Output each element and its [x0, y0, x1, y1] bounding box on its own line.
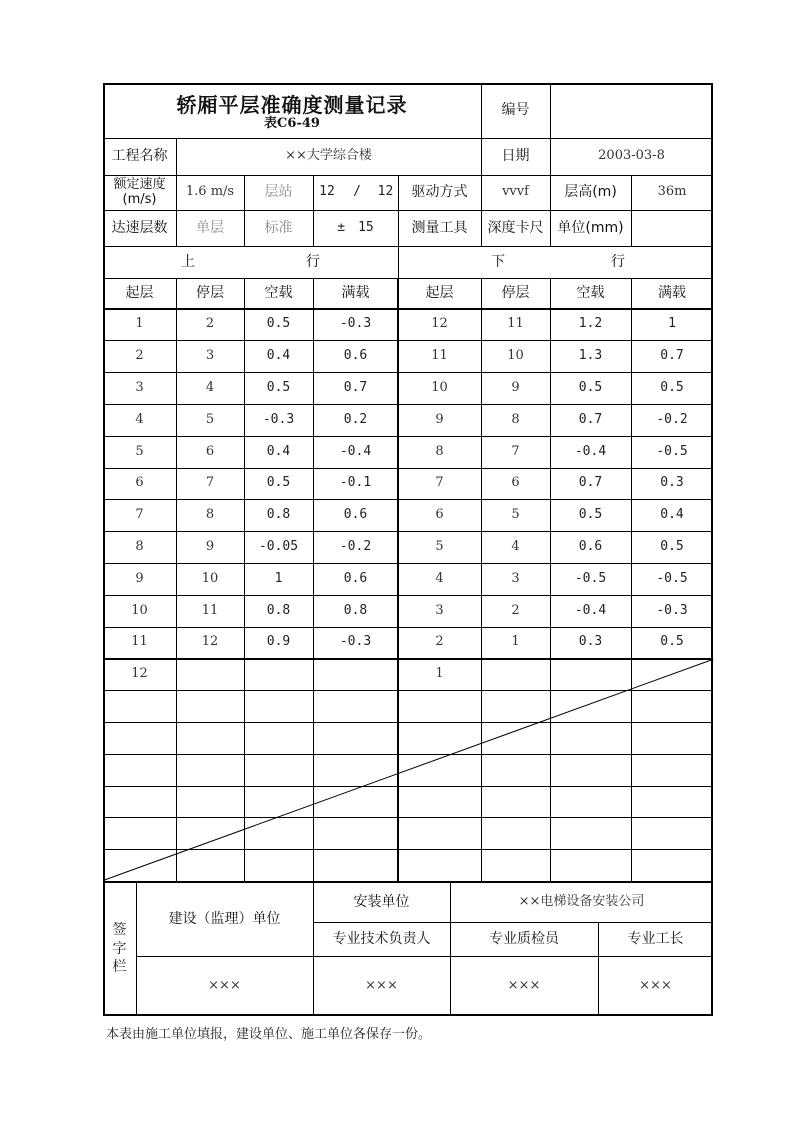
- table-cell: 12: [431, 316, 448, 332]
- tool-label: 测量工具: [411, 219, 468, 236]
- date-label: 日期: [501, 148, 530, 165]
- table-cell: [631, 691, 713, 723]
- table-cell: [631, 786, 713, 818]
- grid-rule: [103, 754, 713, 755]
- table-cell: 8: [435, 443, 444, 459]
- grid-rule: [103, 722, 713, 723]
- table-cell: [550, 850, 631, 882]
- table-cell: [631, 722, 713, 754]
- grid-rule: [313, 175, 314, 246]
- table-cell: [244, 818, 313, 850]
- table-cell: [176, 754, 244, 786]
- table-cell: [244, 786, 313, 818]
- table-cell: 0.8: [343, 602, 368, 618]
- grid-rule: [397, 278, 399, 882]
- table-cell: 12: [131, 666, 148, 682]
- table-cell: 0.5: [266, 475, 291, 491]
- table-cell: 1: [511, 634, 520, 650]
- installer-label: 安装单位: [353, 893, 410, 910]
- table-cell: 0.5: [660, 634, 684, 650]
- column-header: 满载: [658, 285, 686, 302]
- table-cell: 4: [511, 539, 520, 555]
- table-cell: 8: [135, 539, 144, 555]
- column-header: 起层: [425, 285, 454, 302]
- table-cell: [550, 659, 631, 691]
- sign-foreman: ×××: [639, 977, 672, 993]
- table-cell: 7: [135, 507, 144, 523]
- column-header: 满载: [341, 285, 370, 302]
- stations-a: 12: [319, 184, 335, 200]
- form-title: 轿厢平层准确度测量记录: [176, 93, 408, 117]
- table-cell: [398, 850, 481, 882]
- table-cell: -0.4: [574, 602, 607, 618]
- grid-rule: [550, 83, 551, 175]
- table-cell: -0.4: [339, 443, 372, 459]
- grid-rule: [631, 278, 632, 882]
- table-cell: 0.7: [578, 411, 603, 427]
- table-cell: [550, 818, 631, 850]
- table-cell: 10: [431, 380, 448, 396]
- grid-rule: [103, 175, 713, 176]
- table-cell: [176, 722, 244, 754]
- standard-value: ± 15: [337, 219, 374, 235]
- table-cell: 11: [507, 316, 524, 332]
- table-cell: [398, 786, 481, 818]
- table-cell: [398, 722, 481, 754]
- table-cell: [244, 722, 313, 754]
- grid-rule: [103, 372, 713, 373]
- table-cell: [244, 691, 313, 723]
- table-cell: 10: [201, 570, 219, 586]
- floor-height-value: 36m: [657, 184, 687, 200]
- grid-rule: [481, 175, 482, 246]
- grid-rule: [398, 175, 399, 246]
- tech-label: 专业技术负责人: [332, 930, 431, 947]
- grid-rule: [103, 531, 713, 532]
- grid-rule: [103, 308, 713, 310]
- table-cell: 1: [135, 316, 144, 332]
- table-cell: -0.5: [656, 570, 688, 586]
- table-cell: 0.6: [343, 570, 368, 586]
- table-cell: 5: [435, 539, 444, 555]
- column-header: 起层: [125, 285, 154, 302]
- table-cell: [631, 754, 713, 786]
- table-cell: [550, 722, 631, 754]
- date-value: 2003-03-8: [598, 148, 665, 164]
- measurement-form: [103, 83, 713, 1016]
- table-cell: [313, 691, 398, 723]
- table-cell: 6: [435, 507, 444, 523]
- sign-tech: ×××: [365, 977, 398, 993]
- grid-rule: [103, 340, 713, 341]
- table-cell: 0.6: [578, 539, 603, 555]
- form-code: 表C6-49: [264, 116, 320, 131]
- grid-rule: [103, 404, 713, 405]
- unit-label: 单位(mm): [557, 219, 624, 236]
- installer-value: ××电梯设备安装公司: [518, 893, 645, 909]
- table-cell: 0.5: [578, 380, 603, 396]
- table-cell: 3: [435, 602, 444, 618]
- table-cell: 11: [201, 602, 219, 618]
- grid-rule: [631, 175, 632, 246]
- column-header: 空载: [576, 285, 605, 302]
- table-cell: 0.6: [343, 507, 368, 523]
- grid-rule: [711, 83, 713, 1016]
- table-cell: 0.8: [266, 602, 291, 618]
- grid-rule: [313, 278, 314, 882]
- table-cell: [398, 818, 481, 850]
- column-header: 停层: [501, 285, 530, 302]
- table-cell: -0.1: [339, 475, 372, 491]
- table-cell: 3: [511, 570, 520, 586]
- table-cell: 1: [668, 316, 676, 332]
- grid-rule: [176, 138, 177, 246]
- table-cell: [103, 722, 176, 754]
- table-cell: 11: [131, 634, 148, 650]
- table-cell: [176, 818, 244, 850]
- foreman-label: 专业工长: [627, 930, 684, 947]
- table-cell: 0.5: [660, 539, 684, 555]
- table-cell: 0.5: [266, 316, 291, 332]
- table-cell: 10: [131, 602, 148, 618]
- stations-label: 层站: [264, 184, 293, 201]
- table-cell: 9: [205, 539, 215, 555]
- table-cell: [481, 786, 550, 818]
- number-label: 编号: [501, 102, 530, 119]
- table-cell: 1.3: [578, 348, 603, 364]
- table-cell: [481, 850, 550, 882]
- table-cell: 1.2: [578, 316, 603, 332]
- table-cell: 4: [135, 411, 144, 427]
- table-cell: [176, 850, 244, 882]
- grid-rule: [550, 175, 551, 246]
- grid-rule: [103, 658, 713, 660]
- table-cell: [550, 786, 631, 818]
- table-cell: [176, 786, 244, 818]
- up-label: 上: [181, 253, 195, 270]
- table-cell: 4: [205, 380, 215, 396]
- tool-value: 深度卡尺: [487, 219, 544, 236]
- builder-label: 建设（监理）单位: [168, 910, 281, 927]
- grid-rule: [103, 246, 713, 247]
- table-cell: [481, 659, 550, 691]
- table-cell: 10: [507, 348, 524, 364]
- column-header: 停层: [196, 285, 224, 302]
- table-cell: 0.5: [578, 507, 603, 523]
- column-header: 空载: [264, 285, 293, 302]
- table-cell: [103, 786, 176, 818]
- table-cell: -0.5: [574, 570, 607, 586]
- speed-value: 1.6 m/s: [185, 184, 235, 200]
- table-cell: 0.4: [266, 443, 291, 459]
- grid-rule: [103, 436, 713, 437]
- table-cell: 3: [205, 348, 215, 364]
- grid-rule: [103, 563, 713, 564]
- table-cell: 1: [435, 666, 444, 682]
- table-cell: [313, 786, 398, 818]
- table-cell: [313, 818, 398, 850]
- grid-rule: [103, 627, 713, 628]
- grid-rule: [398, 246, 399, 278]
- stations-sep: /: [353, 184, 361, 200]
- table-cell: 5: [511, 507, 520, 523]
- speed-label: 额定速度 (m/s): [113, 176, 166, 207]
- grid-rule: [103, 786, 713, 787]
- table-cell: [176, 691, 244, 723]
- grid-rule: [244, 278, 245, 882]
- table-cell: 0.7: [343, 380, 368, 396]
- down-label: 下: [491, 253, 505, 270]
- down-label-2: 行: [611, 253, 625, 270]
- table-cell: [481, 818, 550, 850]
- table-cell: [398, 691, 481, 723]
- table-cell: [313, 659, 398, 691]
- table-cell: 12: [201, 634, 219, 650]
- table-cell: -0.4: [574, 443, 607, 459]
- grid-rule: [481, 83, 482, 175]
- table-cell: 3: [135, 380, 144, 396]
- table-cell: 9: [135, 570, 144, 586]
- table-cell: 0.5: [266, 380, 291, 396]
- table-cell: 0.7: [578, 475, 603, 491]
- table-cell: 0.5: [660, 380, 684, 396]
- grid-rule: [103, 817, 713, 818]
- floors-label: 达速层数: [111, 219, 168, 236]
- grid-rule: [103, 210, 713, 211]
- table-cell: 5: [135, 443, 144, 459]
- grid-rule: [103, 83, 713, 85]
- table-cell: [103, 691, 176, 723]
- table-cell: [313, 754, 398, 786]
- sign-builder: ×××: [208, 977, 241, 993]
- table-cell: 4: [435, 570, 444, 586]
- sign-label: 签 字 栏: [112, 921, 127, 976]
- floors-value: 单层: [196, 219, 224, 236]
- table-cell: 7: [435, 475, 444, 491]
- table-cell: 2: [135, 348, 144, 364]
- table-cell: -0.2: [656, 411, 688, 427]
- table-cell: [313, 850, 398, 882]
- grid-rule: [103, 278, 713, 279]
- table-cell: [313, 722, 398, 754]
- table-cell: -0.3: [339, 316, 372, 332]
- table-cell: 7: [205, 475, 215, 491]
- grid-rule: [176, 278, 177, 882]
- table-cell: [103, 754, 176, 786]
- grid-rule: [103, 499, 713, 500]
- table-cell: [631, 818, 713, 850]
- table-cell: 7: [511, 443, 520, 459]
- table-cell: [244, 850, 313, 882]
- grid-rule: [103, 595, 713, 596]
- table-cell: 8: [205, 507, 215, 523]
- table-cell: 0.3: [578, 634, 603, 650]
- table-cell: [103, 818, 176, 850]
- footer-note: 本表由施工单位填报，建设单位、施工单位各保存一份。: [106, 1027, 432, 1042]
- table-cell: [481, 691, 550, 723]
- table-cell: -0.05: [258, 539, 299, 555]
- drive-label: 驱动方式: [411, 184, 468, 201]
- table-cell: 0.7: [660, 348, 684, 364]
- sign-qc: ×××: [507, 977, 541, 993]
- table-cell: 6: [511, 475, 520, 491]
- table-cell: [631, 850, 713, 882]
- table-cell: -0.5: [656, 443, 688, 459]
- table-cell: [550, 754, 631, 786]
- project-value: ××大学综合楼: [285, 148, 372, 164]
- table-cell: [244, 754, 313, 786]
- table-cell: 2: [435, 634, 444, 650]
- table-cell: -0.3: [339, 634, 372, 650]
- table-cell: 6: [205, 443, 215, 459]
- table-cell: 2: [205, 316, 215, 332]
- grid-rule: [550, 278, 551, 882]
- table-cell: -0.3: [262, 411, 295, 427]
- number-value: [550, 83, 713, 138]
- table-cell: 11: [431, 348, 448, 364]
- grid-rule: [244, 175, 245, 246]
- standard-label: 标准: [264, 219, 293, 236]
- table-cell: [550, 691, 631, 723]
- table-cell: 0.8: [266, 507, 291, 523]
- table-cell: [481, 754, 550, 786]
- table-cell: [244, 659, 313, 691]
- table-cell: 1: [274, 570, 283, 586]
- table-cell: 0.2: [343, 411, 368, 427]
- grid-rule: [103, 849, 713, 850]
- project-label: 工程名称: [111, 148, 168, 165]
- table-cell: 5: [205, 411, 215, 427]
- table-cell: 0.4: [660, 507, 684, 523]
- stations-b: 12: [377, 184, 394, 200]
- table-cell: -0.3: [656, 602, 688, 618]
- table-cell: 6: [135, 475, 144, 491]
- table-cell: 8: [511, 411, 520, 427]
- grid-rule: [103, 468, 713, 469]
- floor-height-label: 层高(m): [564, 184, 617, 201]
- table-cell: 9: [511, 380, 520, 396]
- table-cell: 0.9: [266, 634, 291, 650]
- unit-value: [631, 210, 713, 246]
- grid-rule: [103, 83, 105, 1016]
- table-cell: 2: [511, 602, 520, 618]
- table-cell: -0.2: [339, 539, 372, 555]
- table-cell: 0.4: [266, 348, 291, 364]
- grid-rule: [103, 138, 713, 139]
- table-cell: 9: [435, 411, 444, 427]
- grid-rule: [481, 278, 482, 882]
- table-cell: 0.3: [660, 475, 684, 491]
- table-cell: [176, 659, 244, 691]
- table-cell: 0.6: [343, 348, 368, 364]
- qc-label: 专业质检员: [489, 930, 559, 947]
- drive-value: vvvf: [502, 184, 529, 200]
- up-label-2: 行: [306, 253, 320, 270]
